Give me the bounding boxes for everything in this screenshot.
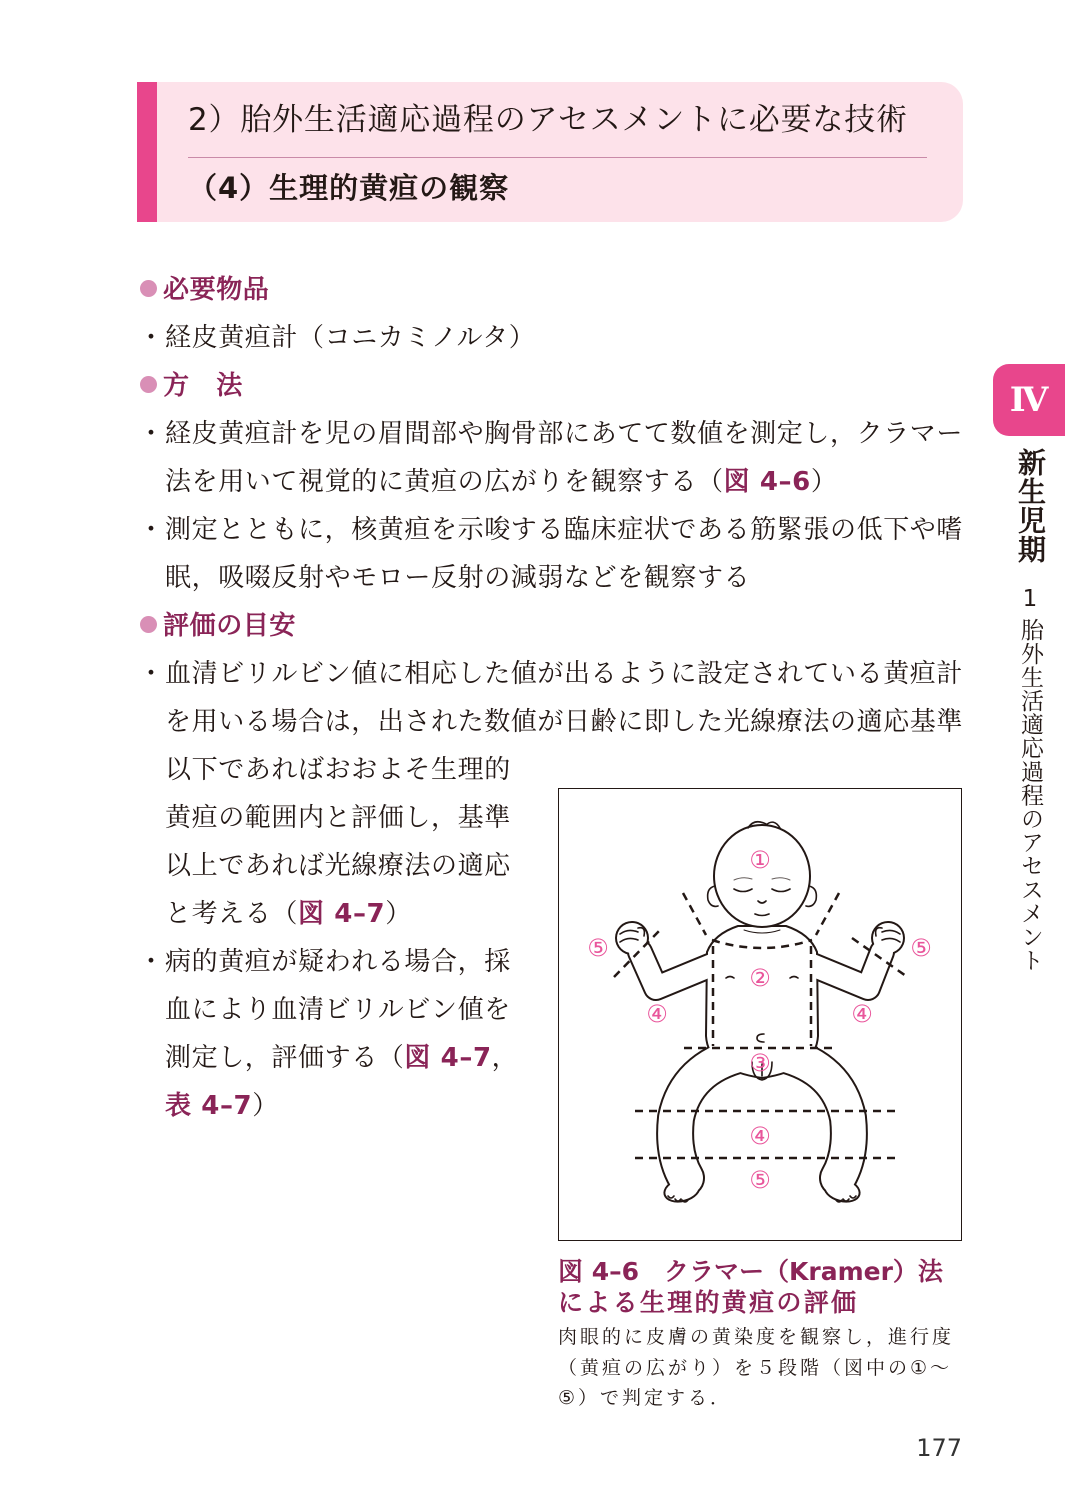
chapter-tab [993,364,1065,436]
subsection-title: （4）生理的黄疸の観察 [188,171,510,205]
caption-title-line: による生理的黄疸の評価 [558,1288,859,1317]
chapter-numeral: Ⅳ [1009,380,1049,420]
section-heading [138,266,964,314]
bullet-dot-icon [140,376,157,393]
text-segment: 測定とともに，核黄疸を示唆する臨床症状である筋緊張の低下や嗜 [165,515,964,545]
text-segment: 以上であれば光線療法の適応 [165,851,511,881]
text-segment: ， [491,1043,519,1073]
text-segment: を用いる場合は，出された数値が日齢に即した光線療法の適応基準 [165,707,964,737]
text-segment: 測定し，評価する（ [165,1043,405,1073]
text-segment: 経皮黄疸計（コニカミノルタ） [165,323,536,353]
figure-reference: 図 4–6 [723,467,811,497]
bullet-mark: ・ [138,515,165,545]
page-number: 177 [916,1434,962,1462]
figure-kramer-method [558,788,962,1241]
text-segment: ） [810,467,838,497]
text-segment: 法を用いて視覚的に黄疸の広がりを観察する（ [165,467,724,497]
baby-illustration [558,788,962,1241]
caption-text-line: 肉眼的に皮膚の黄染度を観察し，進行度 [558,1326,955,1348]
caption-text-line: ⑤）で判定する． [558,1387,733,1409]
section-header [137,82,963,222]
text-segment: 血により血清ビリルビン値を [165,995,511,1025]
text-segment: 病的黄疸が疑われる場合，採 [165,947,511,977]
chapter-title-vertical: 新生児期 [1014,448,1047,564]
zone-label-5: ⑤ [910,934,932,962]
zone-label-2: ② [749,964,771,992]
list-item-line [138,410,964,458]
section-heading-label: 必要物品 [163,275,270,305]
zone-label-5: ⑤ [587,934,609,962]
text-segment: と考える（ [165,899,299,929]
text-segment: ） [252,1091,279,1121]
figure-reference: 図 4–7 [404,1043,492,1073]
list-item-line [138,506,964,554]
section-title: 2）胎外生活適応過程のアセスメントに必要な技術 [188,102,908,138]
list-item-line [138,314,964,362]
text-segment: 以下であればおおよそ生理的 [165,755,511,785]
zone-label-4: ④ [749,1122,771,1150]
zone-label-4: ④ [646,1000,668,1028]
bullet-mark: ・ [138,419,165,449]
table-reference: 表 4–7 [165,1091,253,1121]
zone-label-4: ④ [851,1000,873,1028]
list-item-continuation [138,554,964,602]
section-number-vertical: 1 [1017,586,1043,612]
section-heading [138,602,964,650]
list-item-continuation [138,698,964,746]
caption-title-line: 図 4–6 クラマー（Kramer）法 [558,1257,943,1286]
section-heading-label: 評価の目安 [163,611,297,641]
section-title-vertical: 胎外生活適応過程のアセスメント [1017,618,1043,972]
text-segment: 血清ビリルビン値に相応した値が出るように設定されている黄疸計 [165,659,964,689]
bullet-mark: ・ [138,659,165,689]
figure-caption-title [558,1256,962,1318]
figure-reference: 図 4–7 [298,899,386,929]
bullet-dot-icon [140,280,157,297]
text-segment: 経皮黄疸計を児の眉間部や胸骨部にあてて数値を測定し，クラマー [165,419,964,449]
zone-label-1: ① [749,846,771,874]
list-item-continuation [138,458,964,506]
bullet-dot-icon [140,616,157,633]
header-divider [188,157,927,158]
text-segment: 黄疸の範囲内と評価し，基準 [165,803,511,833]
list-item-continuation [138,746,964,794]
header-accent-bar [137,82,157,222]
list-item-line [138,650,964,698]
zone-label-5: ⑤ [749,1166,771,1194]
text-segment: 眠，吸啜反射やモロー反射の減弱などを観察する [165,563,751,593]
bullet-mark: ・ [138,947,165,977]
caption-text-line: （黄疸の広がり）を５段階（図中の①〜 [558,1356,953,1379]
figure-caption-text [558,1322,962,1414]
zone-label-3: ③ [749,1049,771,1077]
text-segment: ） [385,899,412,929]
bullet-mark: ・ [138,323,165,353]
head [714,825,810,927]
section-heading-label: 方 法 [163,371,243,401]
section-heading [138,362,964,410]
